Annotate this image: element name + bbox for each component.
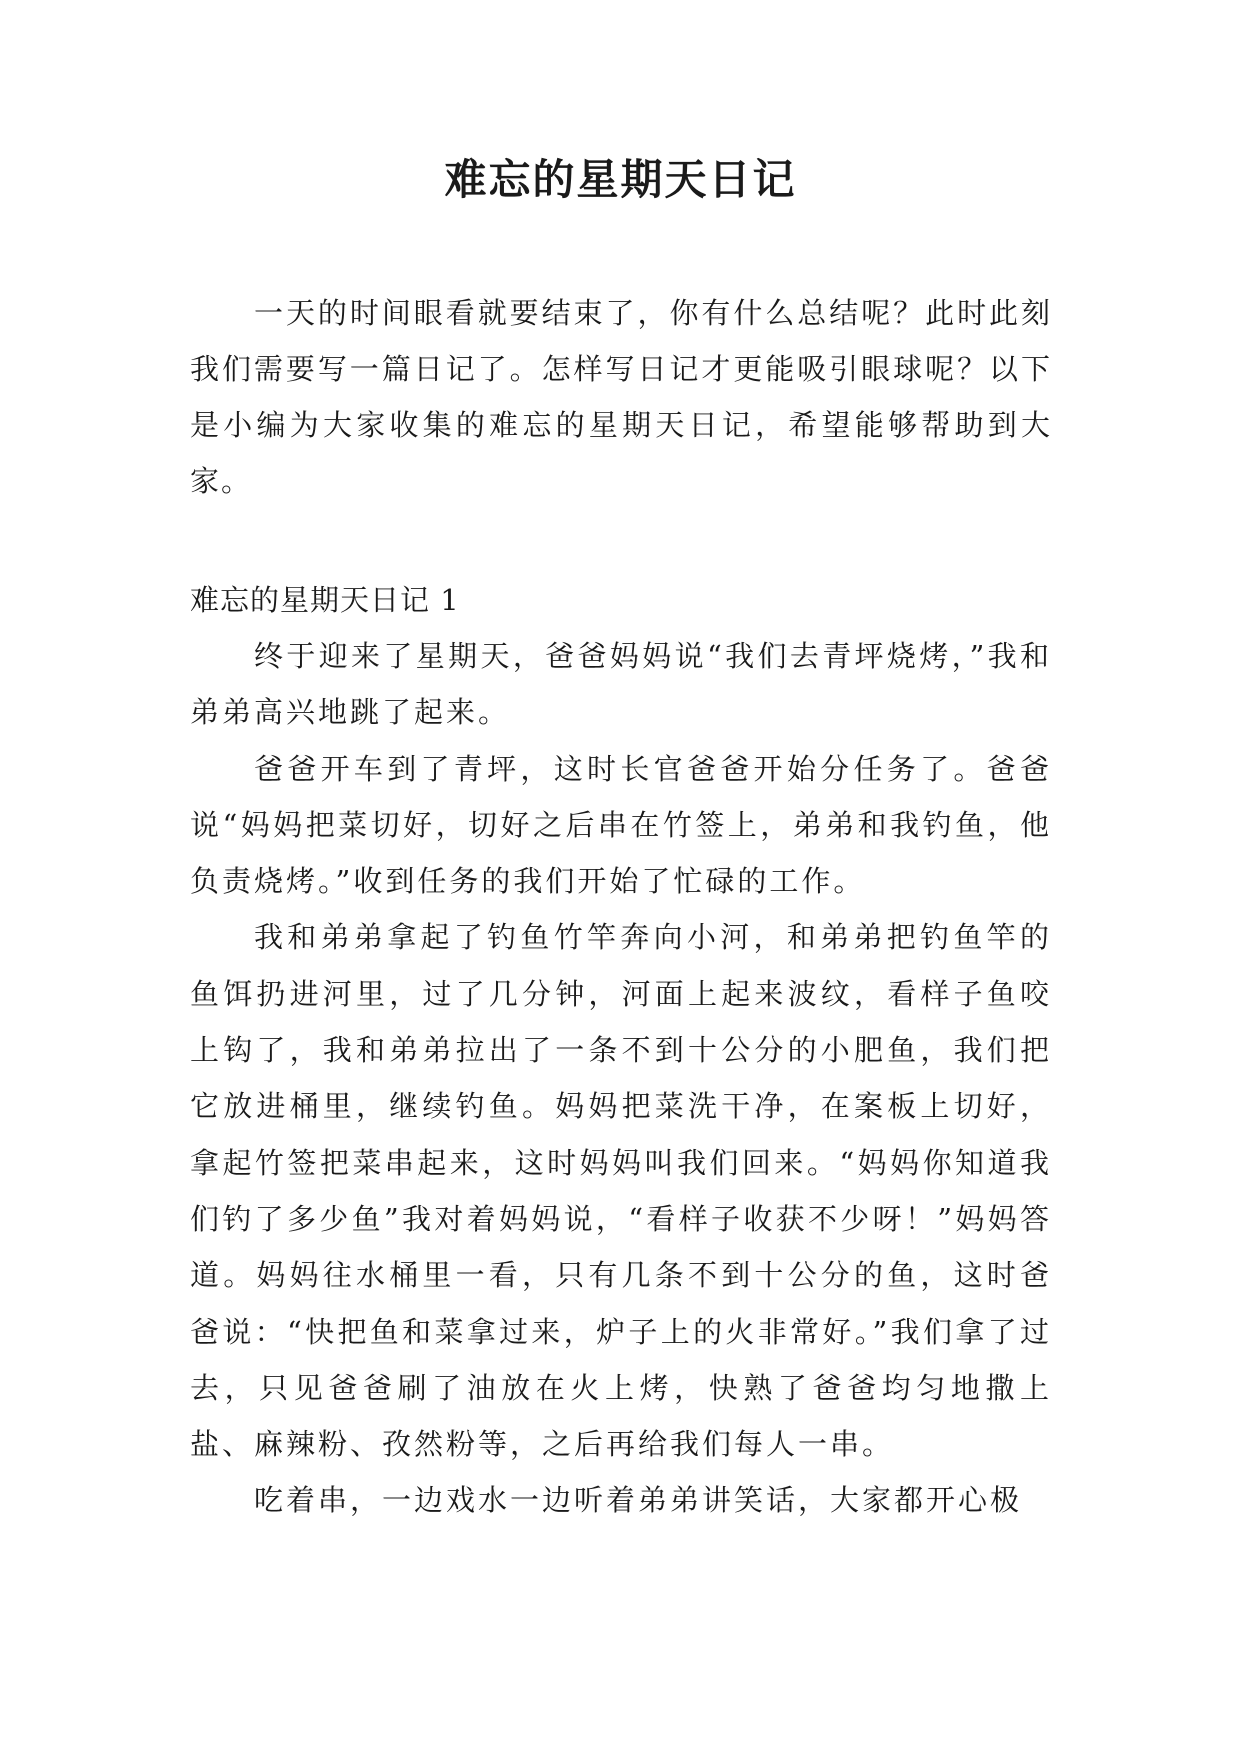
document-title: 难忘的星期天日记 <box>444 155 797 204</box>
body-paragraph: 爸爸开车到了青坪，这时长官爸爸开始分任务了。爸爸说“妈妈把菜切好，切好之后串在竹签上，弟弟和我钓鱼，他负责烧烤。”收到任务的我们开始了忙碌的工作。 <box>190 751 1052 899</box>
body-paragraph: 终于迎来了星期天，爸爸妈妈说“我们去青坪烧烤，”我和弟弟高兴地跳了起来。 <box>190 639 1052 730</box>
body-paragraph: 我和弟弟拿起了钓鱼竹竿奔向小河，和弟弟把钓鱼竿的鱼饵扔进河里，过了几分钟，河面上起来波纹，看样子鱼咬上钩了，我和弟弟拉出了一条不到十公分的小肥鱼，我们把它放进桶里，继续钓鱼。妈妈把菜洗干净，在案板上切好，拿起竹签把菜串起来，这时妈妈叫我们回来。“妈妈你知道我们钓了多少鱼”我对着妈妈说，“看样子收获不少呀！”妈妈答道。妈妈往水桶里一看，只有几条不到十公分的鱼，这时爸爸说：“快把鱼和菜拿过来，炉子上的火非常好。”我们拿了过去，只见爸爸刷了油放在火上烤，快熟了爸爸均匀地撒上盐、麻辣粉、孜然粉等，之后再给我们每人一串。 <box>190 920 1052 1462</box>
intro-paragraph: 一天的时间眼看就要结束了，你有什么总结呢？此时此刻我们需要写一篇日记了。怎样写日记才更能吸引眼球呢？以下是小编为大家收集的难忘的星期天日记，希望能够帮助到大家。 <box>190 296 1052 498</box>
body-paragraph: 吃着串，一边戏水一边听着弟弟讲笑话，大家都开心极 <box>254 1483 1023 1518</box>
section-heading: 难忘的星期天日记 1 <box>190 583 460 617</box>
document-body <box>190 285 1052 1529</box>
